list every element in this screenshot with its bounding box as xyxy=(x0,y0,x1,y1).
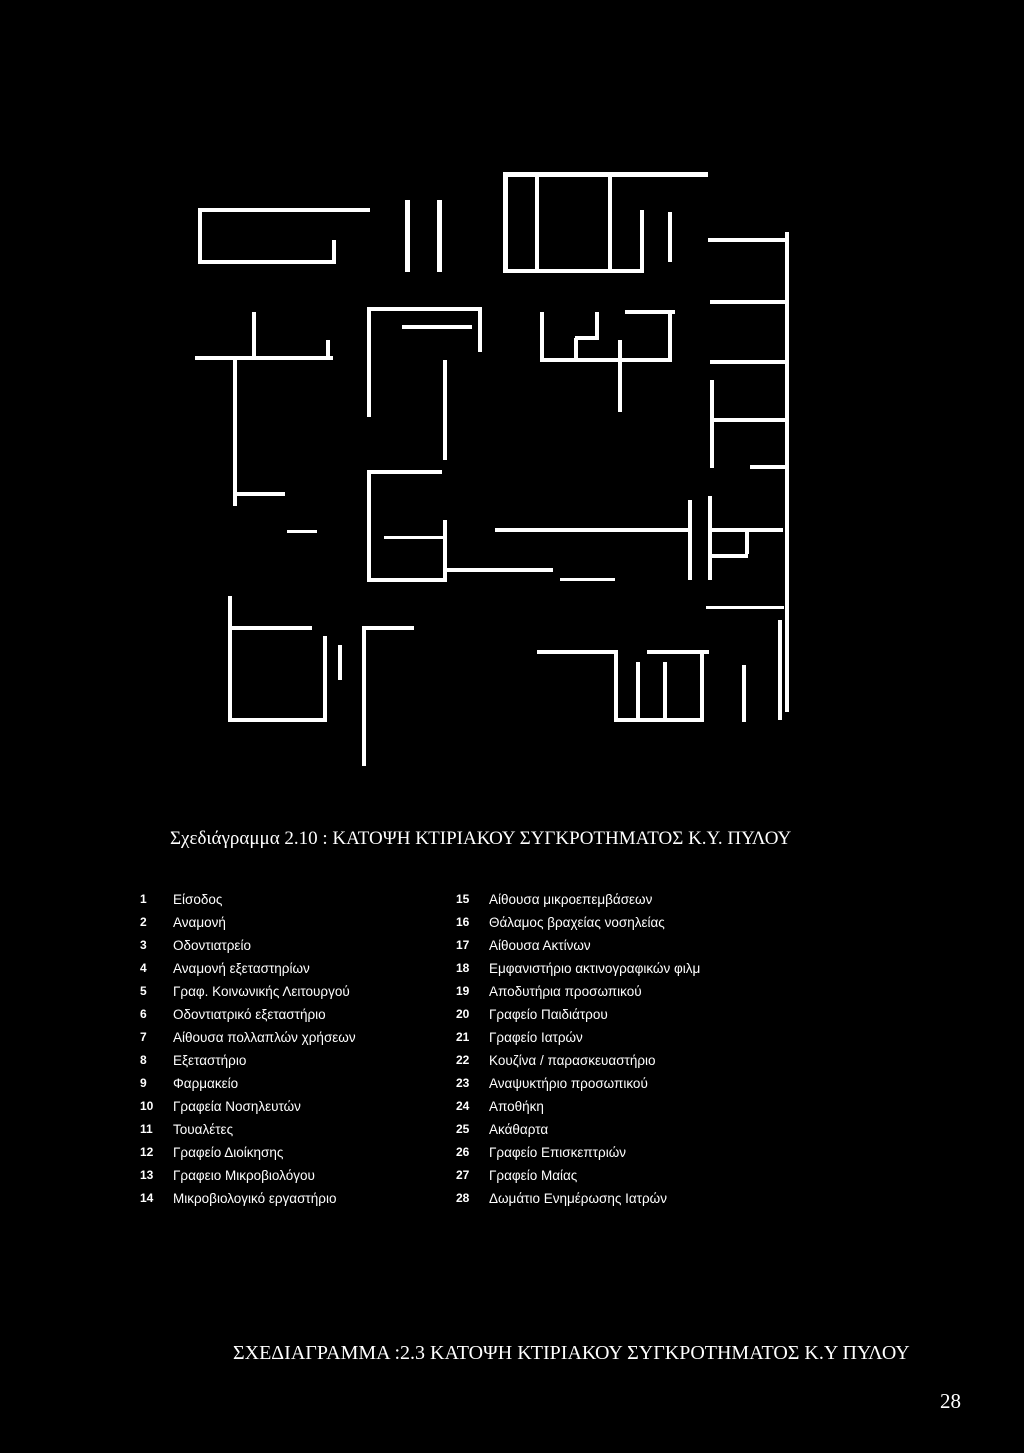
legend-item-number: 1 xyxy=(140,892,147,906)
wall-segment xyxy=(750,465,788,469)
wall-segment xyxy=(636,662,640,722)
wall-segment xyxy=(233,492,285,496)
legend-item xyxy=(456,1005,700,1028)
legend-item-number: 28 xyxy=(456,1191,470,1205)
wall-segment xyxy=(503,172,708,177)
wall-segment xyxy=(198,260,336,264)
wall-segment xyxy=(437,200,442,272)
legend-item-number: 5 xyxy=(140,984,147,998)
legend-item xyxy=(140,1189,356,1212)
wall-segment xyxy=(625,310,675,314)
wall-segment xyxy=(384,536,444,539)
wall-segment xyxy=(663,662,667,722)
legend-item-label: Αποδυτήρια προσωπικού xyxy=(489,984,642,999)
wall-segment xyxy=(574,338,578,362)
legend-item xyxy=(140,913,356,936)
legend-item-label: Γραφείο Διοίκησης xyxy=(173,1145,284,1160)
wall-segment xyxy=(608,172,612,272)
legend-item-label: Εμφανιστήριο ακτινογραφικών φιλμ xyxy=(489,961,701,976)
legend-item xyxy=(456,890,700,913)
legend-item-number: 8 xyxy=(140,1053,147,1067)
wall-segment xyxy=(198,208,202,264)
wall-segment xyxy=(326,340,330,360)
wall-segment xyxy=(323,636,327,722)
wall-segment xyxy=(287,530,317,533)
legend-item-number: 12 xyxy=(140,1145,154,1159)
legend-item-label: Ακάθαρτα xyxy=(489,1122,549,1137)
wall-segment xyxy=(668,310,672,362)
wall-segment xyxy=(362,626,414,630)
legend-item-number: 13 xyxy=(140,1168,154,1182)
legend-left-column xyxy=(140,890,356,1212)
legend-item-number: 19 xyxy=(456,984,470,998)
wall-segment xyxy=(503,269,643,273)
legend-item-number: 16 xyxy=(456,915,470,929)
wall-segment xyxy=(700,650,704,722)
legend-item xyxy=(140,959,356,982)
wall-segment xyxy=(706,606,784,609)
wall-segment xyxy=(708,496,712,580)
wall-segment xyxy=(560,578,615,581)
wall-segment xyxy=(338,645,342,680)
legend-item-number: 18 xyxy=(456,961,470,975)
wall-segment xyxy=(362,626,366,766)
legend-item-number: 27 xyxy=(456,1168,470,1182)
legend-item-number: 15 xyxy=(456,892,470,906)
wall-segment xyxy=(540,358,672,362)
legend-item-label: Μικροβιολογικό εργαστήριο xyxy=(173,1191,337,1206)
legend-item xyxy=(140,1166,356,1189)
wall-segment xyxy=(228,596,232,720)
wall-segment xyxy=(195,356,333,360)
legend-item xyxy=(140,1074,356,1097)
legend-item xyxy=(456,1074,700,1097)
legend-item-label: Γραφείο Ιατρών xyxy=(489,1030,583,1045)
legend-item-number: 3 xyxy=(140,938,147,952)
legend-item xyxy=(456,1097,700,1120)
legend-item-number: 14 xyxy=(140,1191,154,1205)
legend-item-label: Αποθήκη xyxy=(489,1099,544,1114)
legend-item-label: Αίθουσα μικροεπεμβάσεων xyxy=(489,892,653,907)
legend-item-label: Είσοδος xyxy=(173,892,223,907)
legend-item xyxy=(140,1097,356,1120)
wall-segment xyxy=(668,212,672,262)
legend-item-number: 9 xyxy=(140,1076,147,1090)
legend-item xyxy=(456,913,700,936)
wall-segment xyxy=(252,312,256,360)
wall-segment xyxy=(708,554,748,558)
legend-item xyxy=(140,1120,356,1143)
legend-item-label: Κουζίνα / παρασκευαστήριο xyxy=(489,1053,656,1068)
wall-segment xyxy=(575,336,599,340)
legend-item-label: Αναμονή xyxy=(173,915,226,930)
wall-segment xyxy=(443,568,553,572)
wall-segment xyxy=(332,240,336,264)
wall-segment xyxy=(402,325,472,329)
legend-item xyxy=(456,982,700,1005)
legend-item xyxy=(140,890,356,913)
legend-item-number: 7 xyxy=(140,1030,147,1044)
wall-segment xyxy=(742,665,746,722)
legend-item xyxy=(456,1166,700,1189)
legend-item-label: Φαρμακείο xyxy=(173,1076,239,1091)
wall-segment xyxy=(478,307,482,352)
wall-segment xyxy=(710,418,788,422)
wall-segment xyxy=(640,210,644,273)
wall-segment xyxy=(198,208,370,212)
legend-item-number: 22 xyxy=(456,1053,470,1067)
legend-item-number: 6 xyxy=(140,1007,147,1021)
wall-segment xyxy=(778,620,782,720)
legend-item-number: 11 xyxy=(140,1122,153,1136)
legend-item xyxy=(456,936,700,959)
wall-segment xyxy=(614,718,704,722)
legend-item-label: Οδοντιατρείο xyxy=(173,938,251,953)
wall-segment xyxy=(367,307,482,311)
legend-item-number: 4 xyxy=(140,961,147,975)
legend-item xyxy=(456,959,700,982)
wall-segment xyxy=(367,578,447,582)
legend-item-number: 26 xyxy=(456,1145,470,1159)
legend-item-number: 10 xyxy=(140,1099,154,1113)
wall-segment xyxy=(710,380,714,468)
wall-segment xyxy=(495,528,690,532)
wall-segment xyxy=(233,356,237,506)
legend-item-label: Εξεταστήριο xyxy=(173,1053,247,1068)
legend-item-label: Γραφ. Κοινωνικής Λειτουργού xyxy=(173,984,350,999)
wall-segment xyxy=(688,500,692,580)
legend-item xyxy=(140,1143,356,1166)
legend-item-number: 21 xyxy=(456,1030,470,1044)
wall-segment xyxy=(708,238,788,242)
legend-item-label: Γραφεία Νοσηλευτών xyxy=(173,1099,301,1114)
wall-segment xyxy=(405,200,410,272)
legend-item-label: Αίθουσα πολλαπλών χρήσεων xyxy=(173,1030,356,1045)
legend-item-number: 2 xyxy=(140,915,147,929)
legend-item-label: Γραφειο Μικροβιολόγου xyxy=(173,1168,315,1183)
wall-segment xyxy=(367,470,442,474)
legend-item xyxy=(456,1143,700,1166)
wall-segment xyxy=(540,312,544,362)
wall-segment xyxy=(710,360,788,364)
legend-item xyxy=(140,1051,356,1074)
legend-item-label: Γραφείο Επισκεπτριών xyxy=(489,1145,626,1160)
legend-item-label: Αίθουσα Ακτίνων xyxy=(489,938,591,953)
wall-segment xyxy=(710,300,788,304)
wall-segment xyxy=(745,528,749,554)
legend-item xyxy=(456,1028,700,1051)
legend-item-label: Οδοντιατρικό εξεταστήριο xyxy=(173,1007,326,1022)
legend-item xyxy=(140,1028,356,1051)
legend-item-number: 20 xyxy=(456,1007,470,1021)
wall-segment xyxy=(618,340,622,412)
wall-segment xyxy=(367,307,371,417)
legend-item-number: 25 xyxy=(456,1122,470,1136)
wall-segment xyxy=(228,626,312,630)
wall-segment xyxy=(537,650,617,654)
wall-segment xyxy=(535,172,539,272)
plan-title: Σχεδιάγραμμα 2.10 : ΚΑΤΟΨΗ ΚΤΙΡΙΑΚΟΥ ΣΥΓΚΡΟΤΗΜΑΤΟΣ Κ.Υ. ΠΥΛΟΥ xyxy=(170,828,792,849)
legend-item xyxy=(140,936,356,959)
wall-segment xyxy=(614,650,618,722)
legend-item xyxy=(456,1051,700,1074)
legend-item xyxy=(140,982,356,1005)
legend-item-number: 24 xyxy=(456,1099,470,1113)
legend-item-label: Γραφείο Παιδιάτρου xyxy=(489,1007,608,1022)
legend-item xyxy=(456,1189,700,1212)
page-number: 28 xyxy=(940,1389,961,1413)
wall-segment xyxy=(443,360,447,460)
legend-item-label: Τουαλέτες xyxy=(173,1122,234,1137)
legend-item-label: Αναψυκτήριο προσωπικού xyxy=(489,1076,648,1091)
wall-segment xyxy=(228,718,326,722)
legend-item xyxy=(456,1120,700,1143)
wall-segment xyxy=(503,172,508,272)
wall-segment xyxy=(595,312,599,340)
wall-segment xyxy=(647,650,709,654)
legend-item-number: 23 xyxy=(456,1076,470,1090)
legend-item xyxy=(140,1005,356,1028)
footer-caption: ΣΧΕΔΙΑΓΡΑΜΜΑ :2.3 ΚΑΤΟΨΗ ΚΤΙΡΙΑΚΟΥ ΣΥΓΚΡΟΤΗΜΑΤΟΣ Κ.Υ ΠΥΛΟΥ xyxy=(233,1342,910,1364)
legend-item-number: 17 xyxy=(456,938,470,952)
legend-item-label: Θάλαμος βραχείας νοσηλείας xyxy=(489,915,665,930)
legend-item-label: Αναμονή εξεταστηρίων xyxy=(173,961,310,976)
legend-item-label: Γραφείο Μαίας xyxy=(489,1168,578,1183)
legend-right-column xyxy=(456,890,700,1212)
wall-segment xyxy=(367,470,371,582)
legend-item-label: Δωμάτιο Ενημέρωσης Ιατρών xyxy=(489,1191,667,1206)
